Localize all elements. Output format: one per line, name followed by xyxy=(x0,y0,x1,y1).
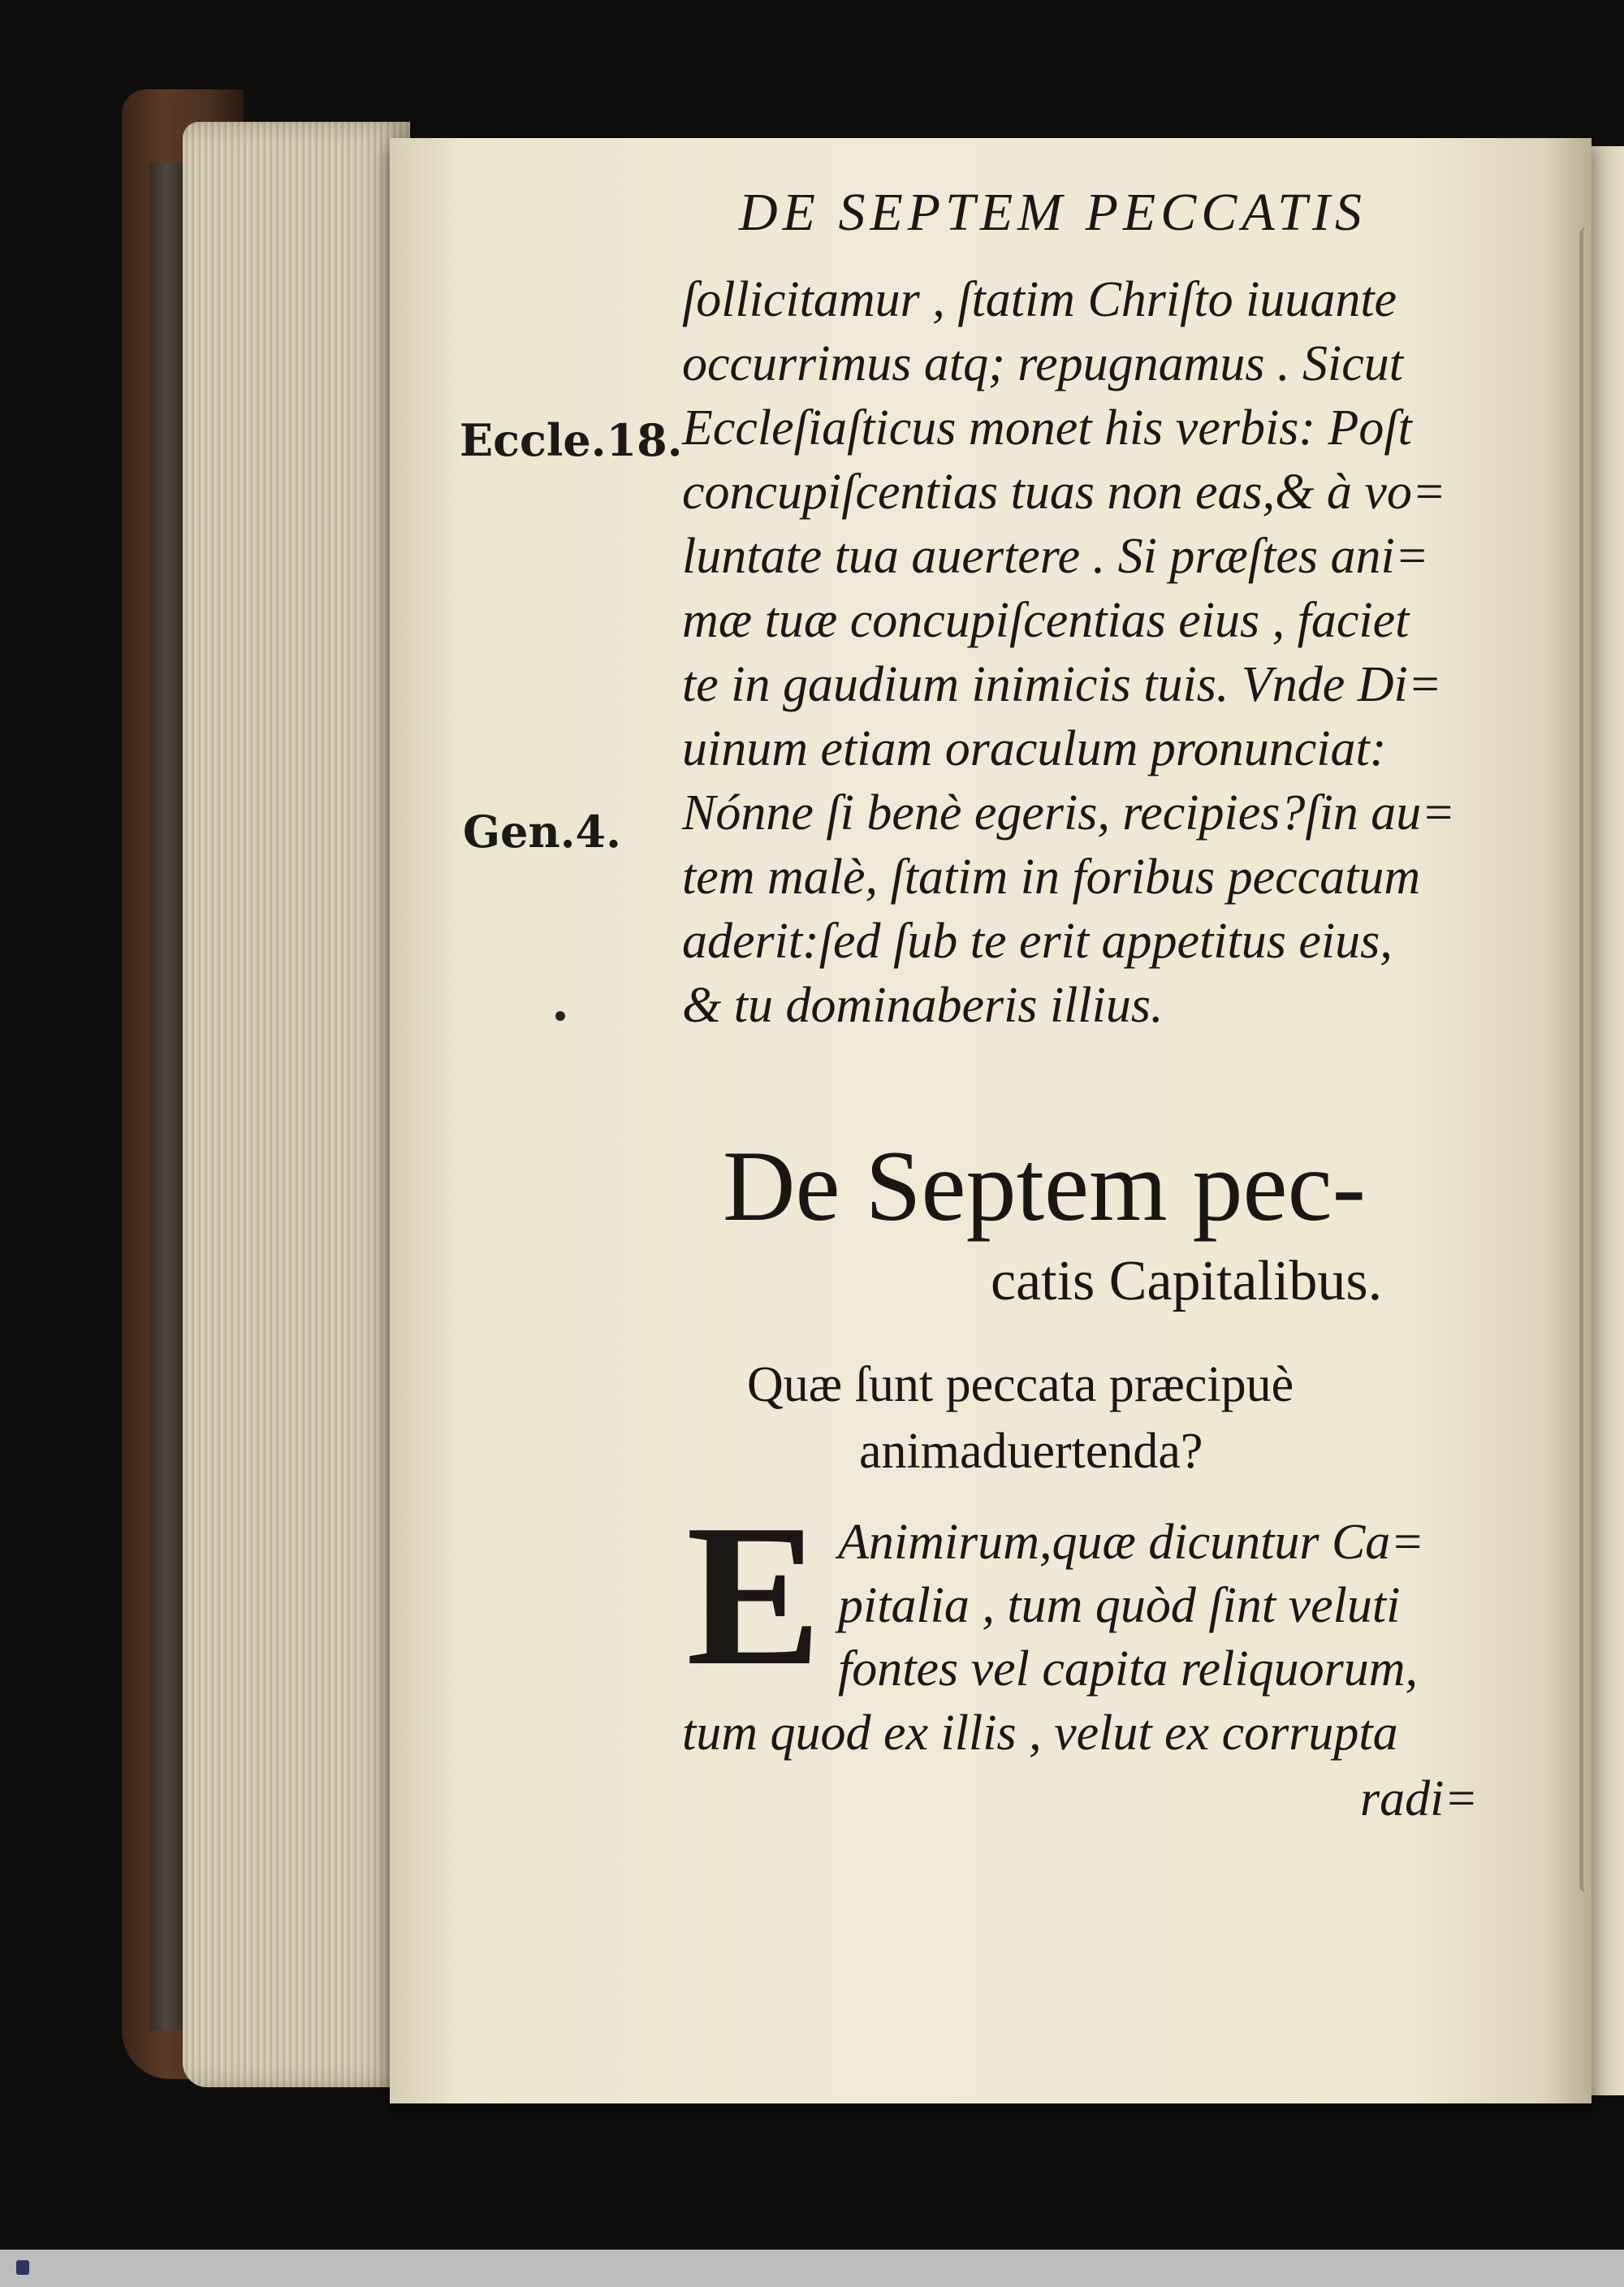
question-line2: animaduertenda? xyxy=(859,1424,1203,1479)
para-line: pitalia , tum quòd ſint veluti xyxy=(838,1578,1401,1633)
library-logo-icon[interactable] xyxy=(6,2251,39,2284)
chapter-heading-line1: De Septem pec- xyxy=(723,1131,1366,1242)
body-line: uinum etiam oraculum pronunciat: xyxy=(682,721,1387,776)
body-line: ſollicitamur , ſtatim Chriſto iuuante xyxy=(682,272,1397,327)
question-line1: Quæ ſunt peccata præcipuè xyxy=(747,1357,1294,1412)
body-line: occurrimus atq; repugnamus . Sicut xyxy=(682,336,1404,391)
logo-mark xyxy=(16,2260,29,2275)
page-edges xyxy=(183,122,410,2087)
chapter-heading-line2: catis Capitalibus. xyxy=(991,1250,1383,1312)
para-line: Animirum,quæ dicuntur Ca= xyxy=(838,1515,1425,1570)
body-line: luntate tua auertere . Si præſtes ani= xyxy=(682,529,1429,584)
drop-cap: E xyxy=(686,1483,822,1708)
body-line: Nónne ſi benè egeris, recipies?ſin au= xyxy=(682,785,1456,841)
para-line: fontes vel capita reliquorum, xyxy=(838,1641,1419,1697)
paragraph-continuation xyxy=(682,1701,1398,1765)
book-spine xyxy=(150,162,183,2030)
paragraph-indented xyxy=(838,1511,1424,1701)
body-text xyxy=(682,268,1455,1038)
margin-note-eccle: Eccle.18. xyxy=(460,414,683,466)
catchword: radi= xyxy=(1360,1771,1479,1827)
body-line: mæ tuæ concupiſcentias eius , faciet xyxy=(682,593,1410,648)
viewer-footer-bar xyxy=(0,2250,1624,2287)
para-line: tum quod ex illis , velut ex corrupta xyxy=(682,1706,1398,1761)
margin-dot xyxy=(555,1011,565,1021)
binding-thread xyxy=(1579,227,1598,1892)
margin-note-gen: Gen.4. xyxy=(463,806,621,858)
body-line: aderit:ſed ſub te erit appetitus eius, xyxy=(682,914,1393,969)
body-line: & tu dominaberis illius. xyxy=(682,978,1164,1033)
body-line: concupiſcentias tuas non eas,& à vo= xyxy=(682,465,1446,520)
body-line: tem malè, ſtatim in foribus peccatum xyxy=(682,850,1421,905)
body-line: Eccleſiaſticus monet his verbis: Poſt xyxy=(682,400,1412,456)
body-line: te in gaudium inimicis tuis. Vnde Di= xyxy=(682,657,1442,712)
running-head: DE SEPTEM PECCATIS xyxy=(739,183,1367,242)
